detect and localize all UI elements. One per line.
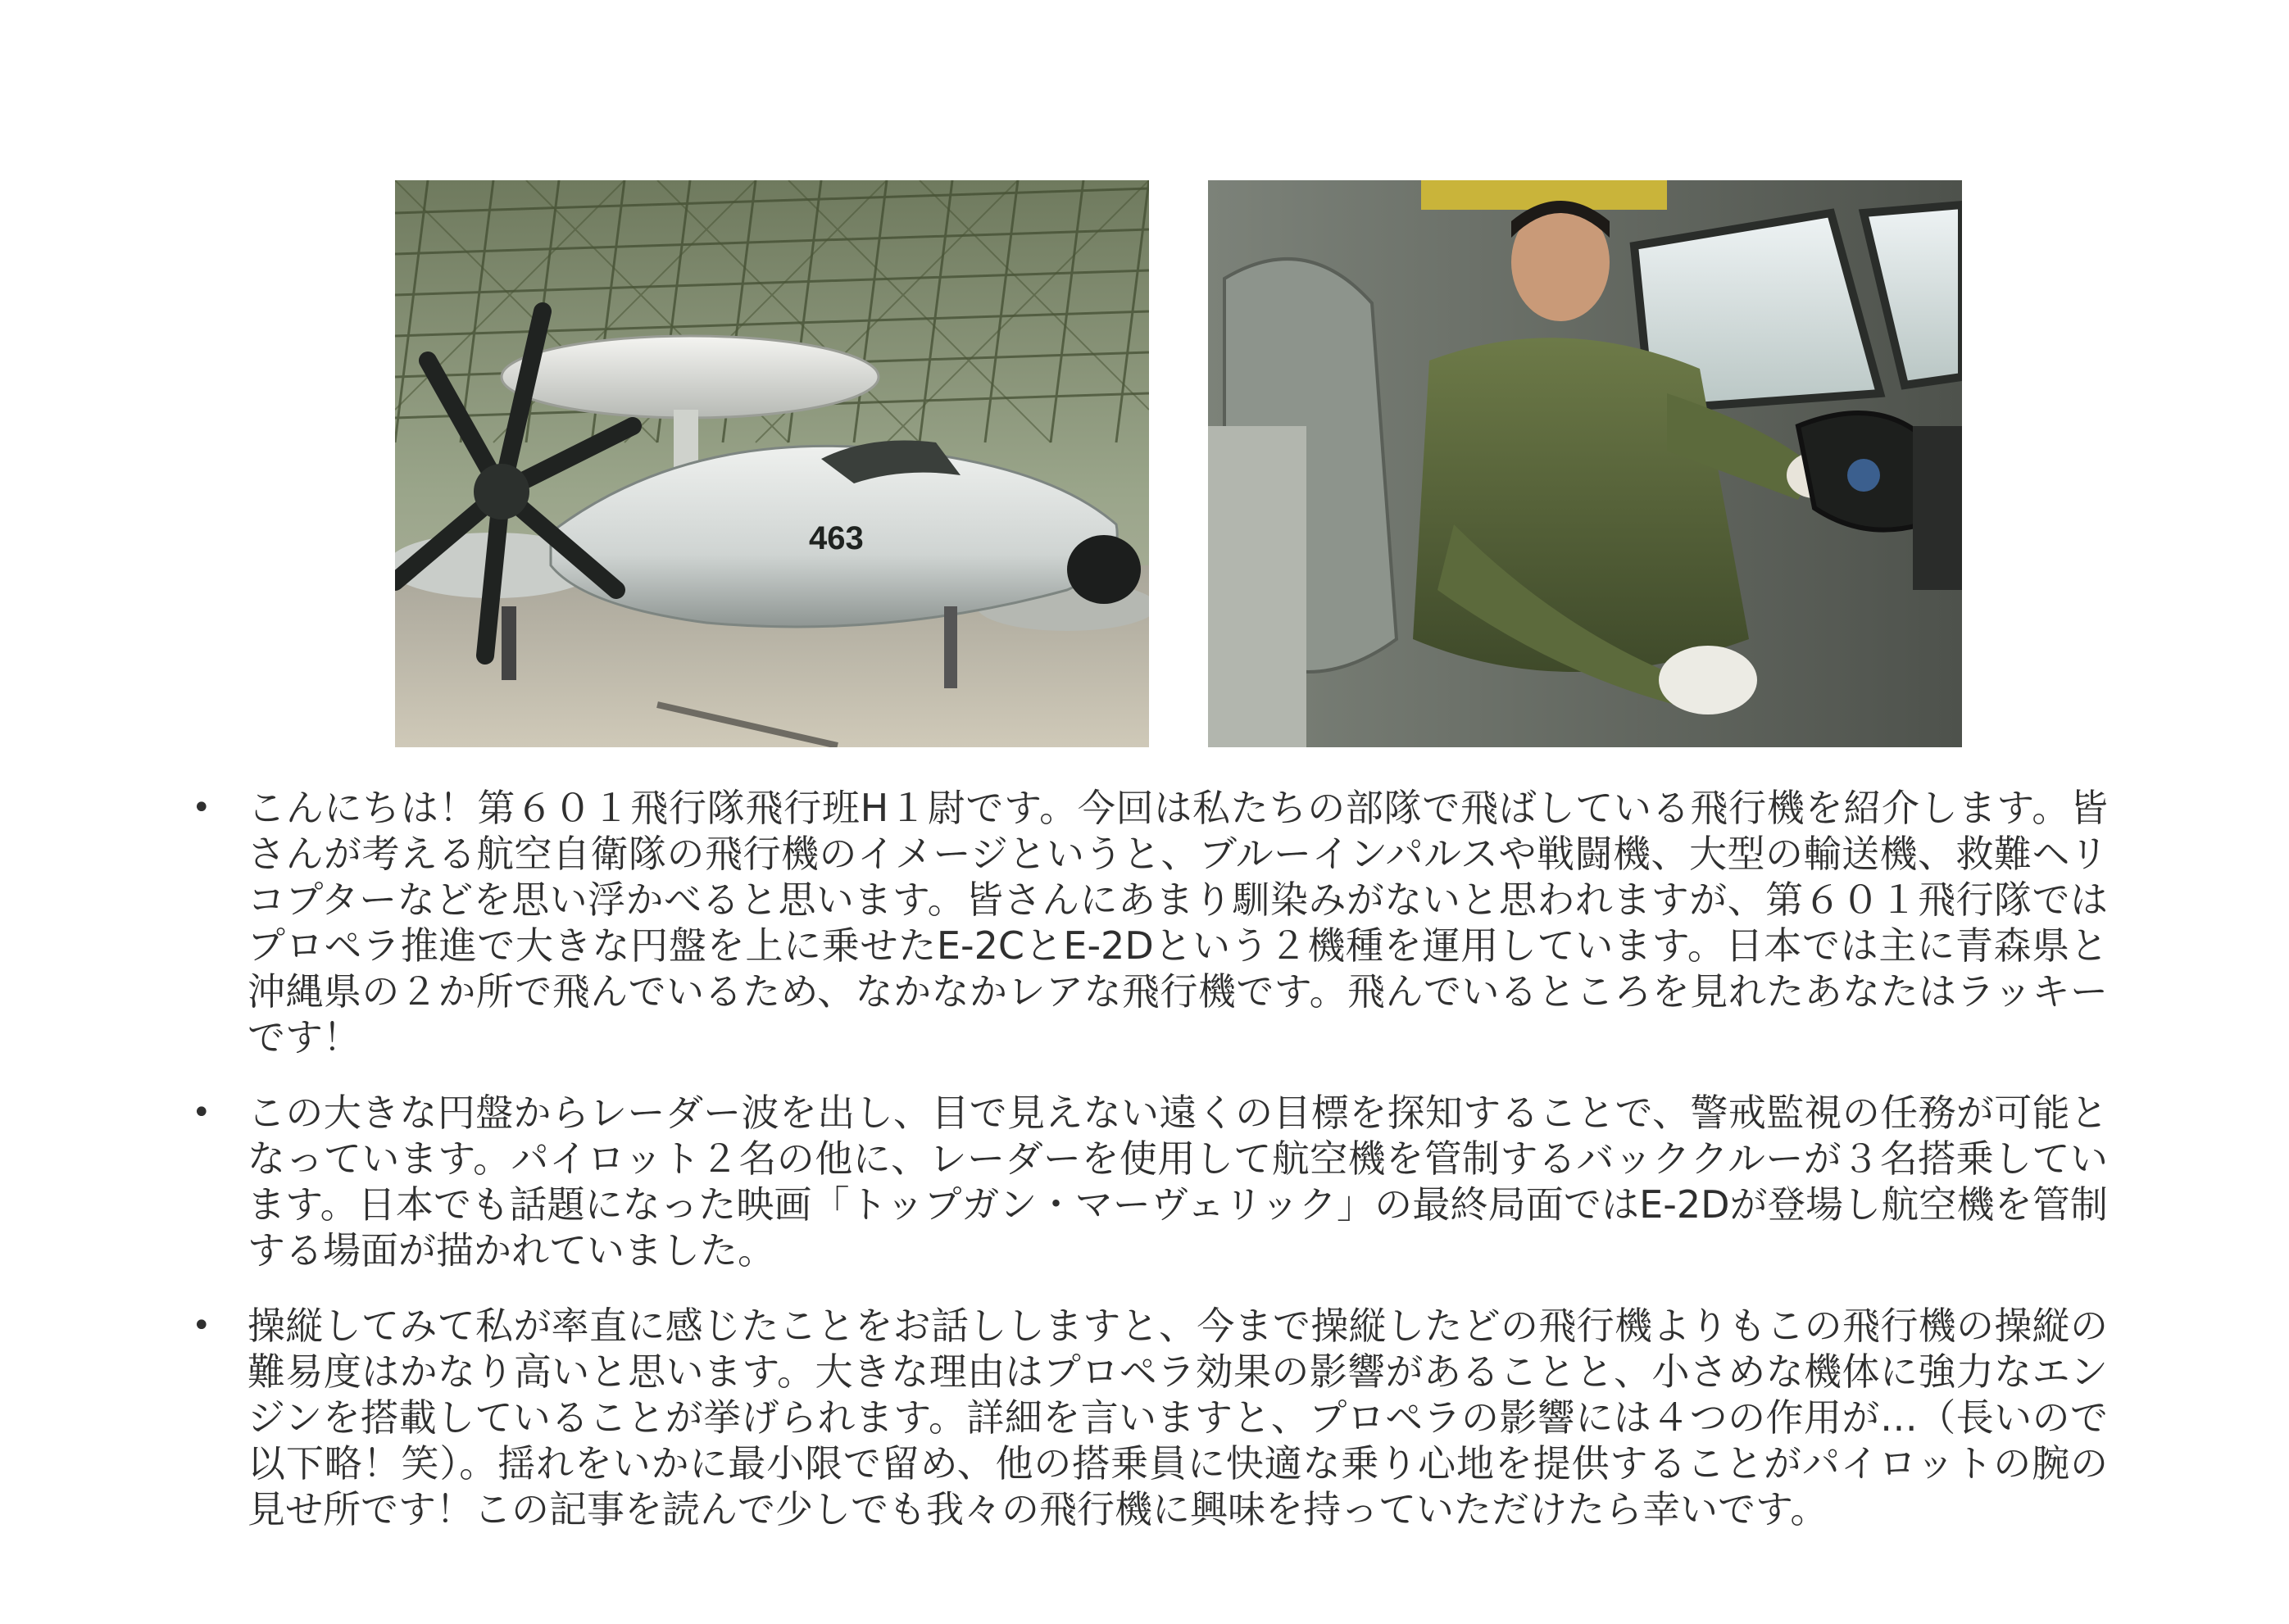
article-body — [190, 785, 2108, 1562]
pilot-cockpit-photo — [1208, 180, 1962, 747]
paragraph-introduction — [190, 785, 2108, 1060]
bullet-icon: • — [192, 1307, 211, 1345]
pilot-in-cockpit-photo — [1208, 180, 1962, 747]
paragraph-text: こんにちは！第６０１飛行隊飛行班H１尉です。今回は私たちの部隊で飛ばしている飛行機を紹介します。皆さんが考える航空自衛隊の飛行機のイメージというと、ブルーインパルスや戦闘機、大型の輸送機、救難ヘリコプターなどを思い浮かべると思います。皆さんにあまり馴染みがないと思われますが、第６０１飛行隊ではプロペラ推進で大きな円盤を上に乗せたE-2CとE-2Dという２機種を運用しています。日本では主に青森県と沖縄県の２か所で飛んでいるため、なかなかレアな飛行機です。飛んでいるところを見れたあなたはラッキーです！ — [248, 786, 2108, 1059]
paragraph-piloting-experience — [190, 1303, 2108, 1532]
paragraph-radar-mission — [190, 1090, 2108, 1273]
e2c-aircraft-photo — [395, 180, 1149, 747]
paragraph-text: この大きな円盤からレーダー波を出し、目で見えない遠くの目標を探知することで、警戒監視の任務が可能となっています。パイロット２名の他に、レーダーを使用して航空機を管制するバッククルーが３名搭乗しています。日本でも話題になった映画「トップガン・マーヴェリック」の最終局面ではE-2Dが登場し航空機を管制する場面が描かれていました。 — [248, 1091, 2108, 1272]
svg-text:463: 463 — [809, 520, 864, 556]
bullet-icon: • — [192, 789, 211, 827]
bullet-icon: • — [192, 1094, 211, 1132]
aircraft-hangar-photo — [395, 180, 1149, 747]
paragraph-text: 操縦してみて私が率直に感じたことをお話ししますと、今まで操縦したどの飛行機よりもこの飛行機の操縦の難易度はかなり高いと思います。大きな理由はプロペラ効果の影響があることと、小さめな機体に強力なエンジンを搭載していることが挙げられます。詳細を言いますと、プロペラの影響には４つの作用が…（長いので以下略！笑）。揺れをいかに最小限で留め、他の搭乗員に快適な乗り心地を提供することがパイロットの腕の見せ所です！この記事を読んで少しでも我々の飛行機に興味を持っていただけたら幸いです。 — [248, 1304, 2108, 1531]
